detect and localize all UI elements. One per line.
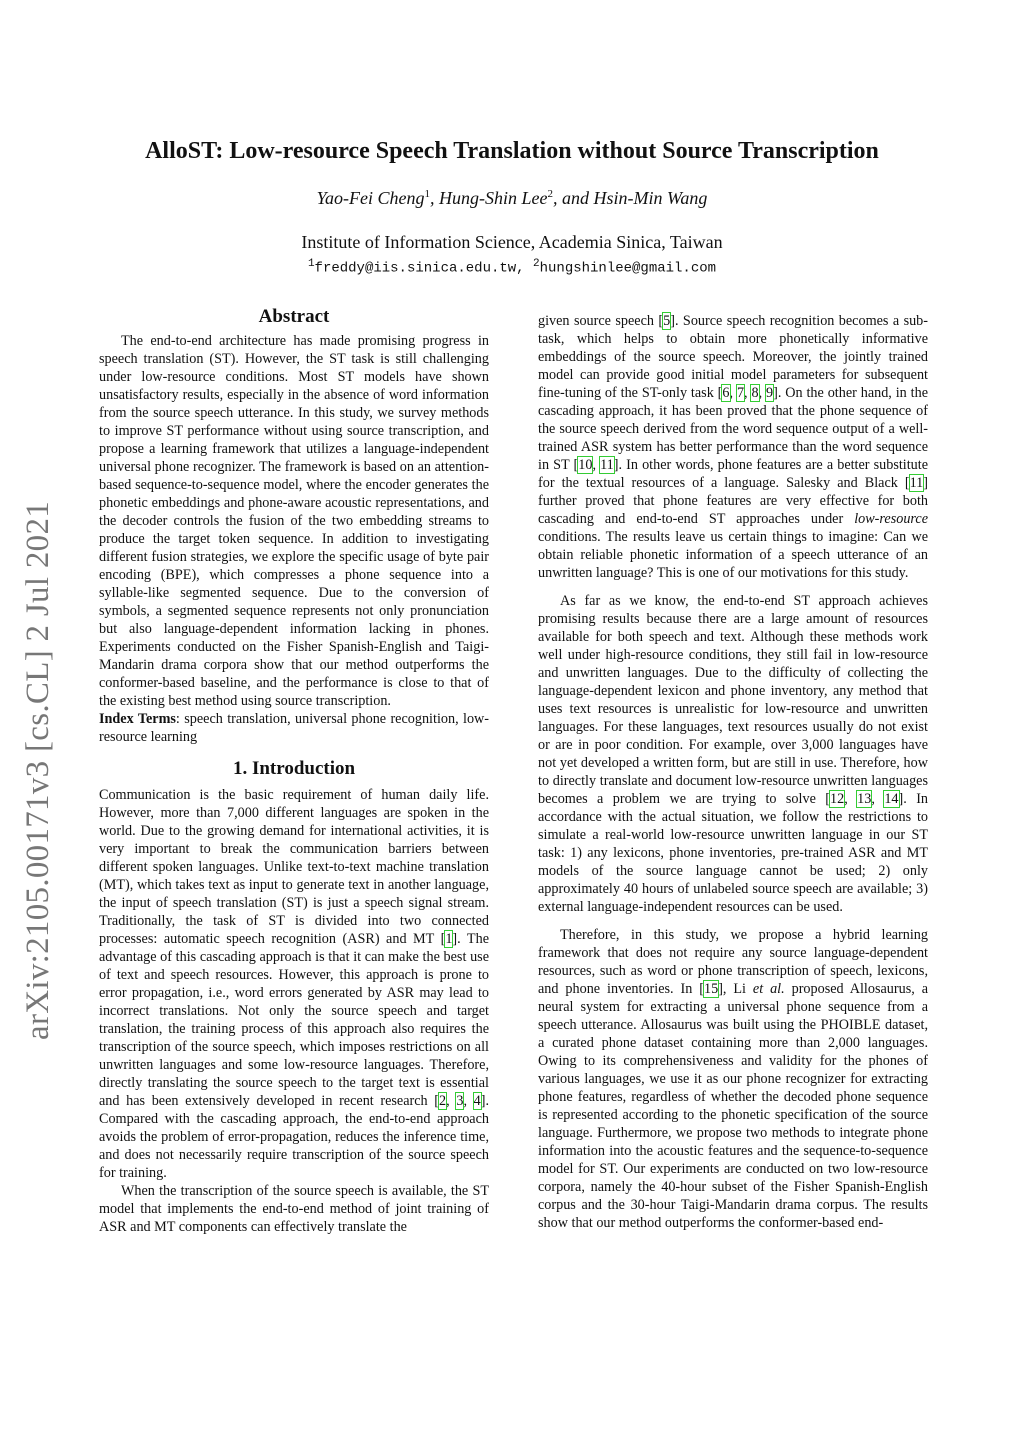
r1-text-f: conditions. The results leave us certain things to imagine: Can we obtain reliable phonetic information of a speech utterance of an unwritten language? This is one of our motivations for this study.: [538, 529, 928, 581]
intro-p1-text-b: ]. The advantage of this cascading approach is that it can make the best use of text and speech resources. However, this approach is prone to error propagation, i.e., word errors generated by ASR may lead to incorrect translations. Not only the source speech and target translation, the training process of this approach also requires the transcription of the source speech, which imposes restrictions on all unwritten languages and some low-resource languages. Therefore, directly translating the source speech to the target text is essential and has been extensively developed in recent research [: [99, 931, 489, 1109]
citation-link[interactable]: 3: [456, 1093, 464, 1109]
left-column: [99, 308, 489, 1236]
affiliation: Institute of Information Science, Academia Sinica, Taiwan: [301, 232, 723, 252]
arxiv-identifier[interactable]: arXiv:2105.00171v3 [cs.CL] 2 Jul 2021: [20, 500, 56, 1040]
introduction-heading: 1. Introduction: [232, 758, 356, 779]
abstract-text: The end-to-end architecture has made promising progress in speech translation (ST). However, the ST task is still challenging under low-resource conditions. Most ST models have shown unsatisfactory results, especially in the absence of word information from the source speech utterance. In this study, we survey methods to improve ST performance without using source transcription, and propose a learning framework that utilizes a language-independent universal phone recognizer. The framework is based on an attention-based sequence-to-sequence model, where the encoder generates the phonetic embeddings and phone-aware acoustic representations, and the decoder controls the fusion of the two embedding streams to produce the target token sequence. In addition to investigating different fusion strategies, we explore the specific usage of byte pair encoding (BPE), which compresses a phone sequence into a syllable-like segmented sequence. Due to the conversion of symbols, a segmented sequence represents not only pronunciation but also language-dependent information lacking in phones. Experiments conducted on the Fisher Spanish-English and Taigi-Mandarin drama corpora show that our method outperforms the conformer-based baseline, and the performance is close to that of the existing best method using source transcription.: [99, 333, 489, 709]
citation-link[interactable]: 15: [704, 981, 719, 997]
citation-link[interactable]: 7: [736, 385, 745, 401]
index-terms: [99, 710, 489, 746]
right-column: [538, 312, 928, 1232]
citation-link[interactable]: 1: [445, 931, 453, 947]
paper-title: AlloST: Low-resource Speech Translation without Source Transcription: [145, 138, 879, 164]
r1-emphasis: low-resource: [854, 511, 928, 527]
email-2-sup: 2: [533, 258, 540, 270]
email-2[interactable]: hungshinlee@gmail.com: [539, 260, 717, 277]
r1-text-c: ]. On the other hand, in the cascading approach, it has been proved that the phone sequence of the source speech derived from the word sequence output of a well-trained ASR system has better performance than the word sequence in ST [: [538, 385, 928, 473]
email-1[interactable]: freddy@iis.sinica.edu.tw,: [314, 260, 525, 277]
citation-link[interactable]: 10: [578, 457, 593, 473]
r1-text-e: ] further proved that phone features are very effective for both cascading and end-to-end ST approaches under: [538, 475, 928, 527]
r1-text-b: ]. Source speech recognition becomes a sub-task, which helps to obtain more phonetically informative embeddings of the source speech. Moreover, the jointly trained model can provide good initial model parameters for subsequent fine-tuning of the ST-only task [: [538, 313, 929, 401]
citation-link[interactable]: 8: [751, 385, 759, 401]
author-1: Yao-Fei Cheng: [316, 188, 425, 208]
citation-link[interactable]: 12: [830, 791, 845, 807]
author-list: Yao-Fei Cheng$^1$, Hung-Shin Lee$^2$, and Hsin-Min Wang: [316, 188, 708, 208]
citation-link[interactable]: 9: [766, 385, 774, 401]
intro-p1-text-c: ]. Compared with the cascading approach, the end-to-end approach avoids the problem of error-propagation, reduces the inference time, and does not necessarily require transcription of the source speech for training.: [99, 1093, 490, 1181]
citation-link[interactable]: 11: [600, 457, 614, 473]
intro-paragraph-1: Communication is the basic requirement of human daily life. However, more than 7,000 different languages are spoken in the world. Due to the growing demand for international activities, it is very important to break the communication barriers between different spoken languages. Unlike text-to-text machine translation (MT), which takes text as input to generate text in another language, the input of speech translation (ST) is just a speech signal stream. Traditionally, the task of ST is divided into two connected processes: automatic speech recognition (ASR) and MT [1]. The advantage of this cascading approach is that it can make the best use of text and speech resources. However, this approach is prone to error propagation, i.e., word errors generated by ASR may lead to incorrect translations. Not only the source speech and target translation, the training process of this approach also requires the transcription of the source speech, which imposes restrictions on all unwritten languages and some low-resource languages. Therefore, directly translating the source speech to the target text is essential and has been extensively developed in recent research [2, 3, 4]. Compared with the cascading approach, the end-to-end approach avoids the problem of error-propagation, reduces the inference time, and does not necessarily require transcription of the source speech for training.: [99, 787, 490, 1181]
r3-text-c: proposed Allosaurus, a neural system for extracting a universal phone sequence from a speech utterance. Allosaurus was built using the PHOIBLE dataset, a curated phone dataset containing more than 2,000 languages. Owing to its comprehensiveness and validity for the phones of various languages, we use it as our phone recognizer for extracting phone features, regardless of whether the decoded phone sequence is represented according to the phonetic specification of the source language. Furthermore, we propose two methods to integrate phone information into the acoustic features and the sequence-to-sequence model for ST. Our experiments are conducted on two low-resource corpora, namely the 40-hour subset of the Fisher Spanish-English corpus and the 30-hour Taigi-Mandarin drama corpus. The results show that our method outperforms the conformer-based end-: [538, 981, 928, 1231]
index-terms-label: Index Terms: [99, 711, 176, 727]
author-1-affil: 1: [424, 188, 430, 200]
r3-text-a: Therefore, in this study, we propose a hybrid learning framework that does not require any source language-dependent resources, such as word or phone transcription of speech, lexicons, and phone inventories. In [: [538, 927, 928, 997]
intro-paragraph-4: As far as we know, the end-to-end ST approach achieves promising results because there are a large amount of resources available for both speech and text. Although these methods work well under high-resource conditions, they still fail in low-resource and unwritten languages. Due to the difficulty of collecting the language-dependent lexicon and phone inventory, any method that uses text resources is unrealistic for low-resource and unwritten languages. For these languages, text resources usually do not exist or are in poor condition. For example, over 3,000 languages have not yet developed a written form, but are still in use. Therefore, how to directly translate and document low-resource unwritten languages becomes a problem we are trying to solve [12, 13, 14]. In accordance with the actual situation, we follow the restrictions to simulate a real-world low-resource unwritten language in our ST task: 1) any lexicons, phone inventories, pre-trained ASR and MT models of the source language cannot be used; 2) only approximately 40 hours of unlabeled source speech are available; 3) external language-independent resources can be used.: [538, 593, 929, 915]
author-2-affil: 2: [547, 188, 553, 200]
r1-text-a: given source speech [: [538, 313, 664, 329]
citation-link[interactable]: 5: [663, 313, 671, 329]
abstract-heading: Abstract: [258, 306, 330, 327]
citation-link[interactable]: 4: [473, 1093, 481, 1109]
citation-link[interactable]: 6: [722, 385, 730, 401]
intro-paragraph-3: given source speech [5]. Source speech recognition becomes a sub-task, which helps to obtain more phonetically informative embeddings of the source speech. Moreover, the jointly trained model can provide good initial model parameters for subsequent fine-tuning of the ST-only task [6, 7, 8, 9]. On the other hand, in the cascading approach, it has been proved that the phone sequence of the source speech derived from the word sequence output of a well-trained ASR system has better performance than the word sequence in ST [10, 11]. In other words, phone features are a better substitute for the textual resources of a language. Salesky and Black [11] further proved that phone features are very effective for both cascading and end-to-end ST approaches under low-resource conditions. The results leave us certain things to imagine: Can we obtain reliable phonetic information of a speech utterance of an unwritten language? This is one of our motivations for this study.: [538, 313, 929, 581]
citation-link[interactable]: 11: [909, 475, 924, 491]
email-1-sup: 1: [307, 258, 315, 270]
author-3: and Hsin-Min Wang: [561, 188, 708, 208]
r2-text-a: As far as we know, the end-to-end ST approach achieves promising results because there are a large amount of resources available for both speech and text. Although these methods work well under high-resource conditions, they still fail in low-resource and unwritten languages. Due to the difficulty of collecting the language-dependent lexicon and phone inventory, any method that uses text resources is unrealistic for low-resource and unwritten languages. For these languages, text resources usually do not exist or are in poor condition. For example, over 3,000 languages have not yet developed a written form, but are still in use. Therefore, how to directly translate and document low-resource unwritten languages becomes a problem we are trying to solve [: [538, 593, 928, 807]
intro-paragraph-2: When the transcription of the source speech is available, the ST model that implements the end-to-end method of joint training of ASR and MT components can effectively translate the: [99, 1183, 489, 1235]
intro-paragraph-5: [538, 926, 928, 1232]
r3-emphasis: et al.: [752, 981, 785, 997]
intro-p1-text-a: Communication is the basic requirement of human daily life. However, more than 7,000 different languages are spoken in the world. Due to the growing demand for international activities, it is very important to break the communication barriers between different spoken languages. Unlike text-to-text machine translation (MT), which takes text as input to generate text in another language, the input of speech translation (ST) is just a speech signal stream. Traditionally, the task of ST is divided into two connected processes: automatic speech recognition (ASR) and MT [: [99, 787, 489, 947]
r1-text-d: ]. In other words, phone features are a better substitute for the textual resources of a language. Salesky and Black [: [538, 457, 929, 491]
r2-text-b: ]. In accordance with the actual situation, we follow the restrictions to simulate a real-world low-resource unwritten language in our ST task: 1) any lexicons, phone inventories, pre-trained ASR and MT models of the source language cannot be used; 2) only approximately 40 hours of unlabeled source speech are available; 3) external language-independent resources can be used.: [538, 791, 929, 915]
citation-link[interactable]: 13: [857, 791, 872, 807]
citation-link[interactable]: 2: [439, 1093, 447, 1109]
author-emails: [0, 258, 1024, 277]
index-terms-text: : speech translation, universal phone recognition, low-resource learning: [99, 711, 490, 745]
citation-link[interactable]: 14: [884, 791, 899, 807]
author-2: Hung-Shin Lee: [439, 188, 548, 208]
r3-text-b: ], Li: [718, 981, 753, 997]
